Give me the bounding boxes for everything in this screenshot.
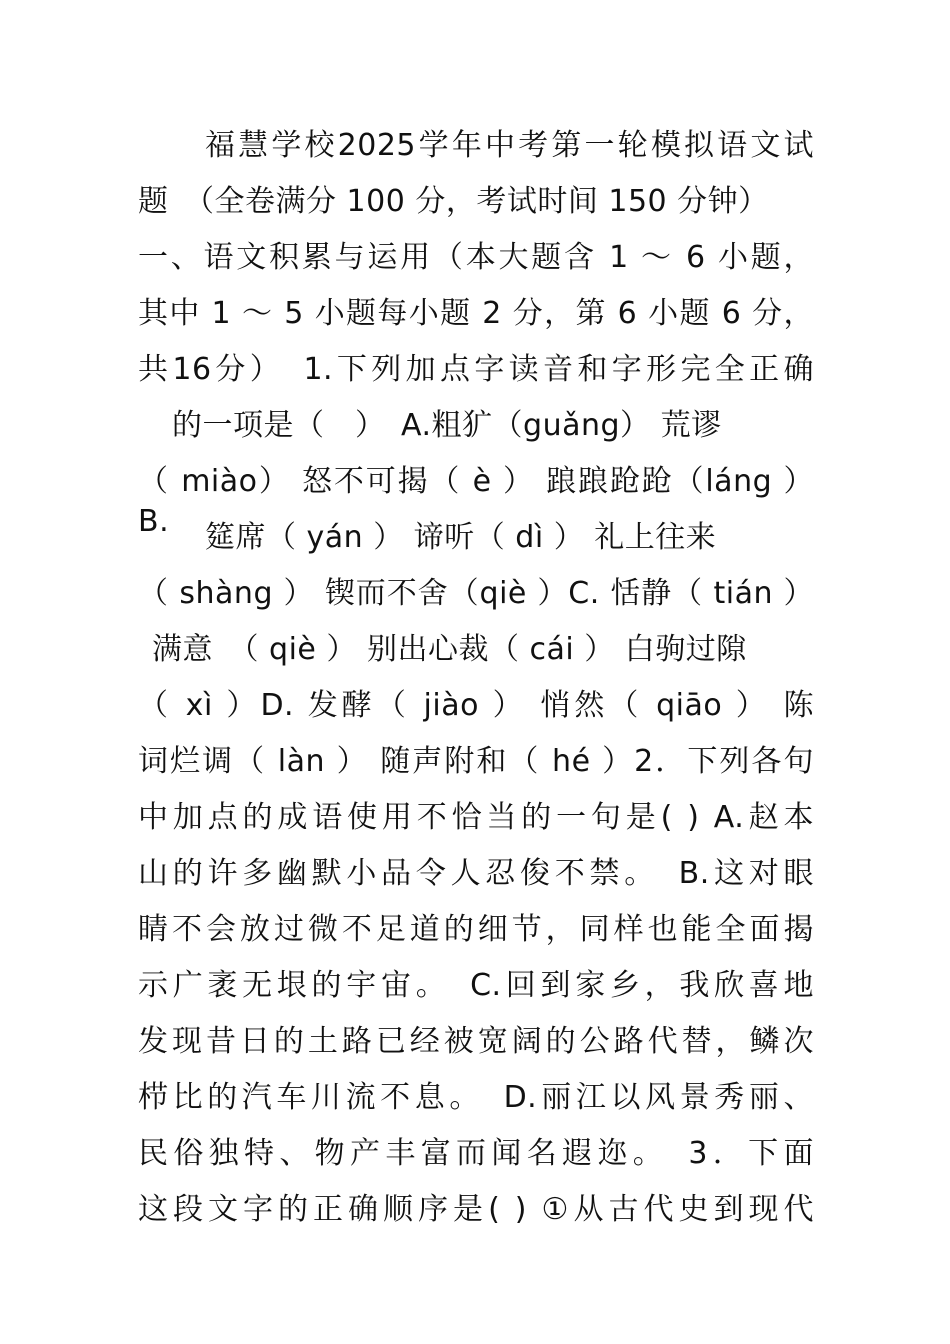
text-line: 中加点的成语使用不恰当的一句是( ) A.赵本 [138,800,814,835]
text-line: 的一项是（ ） A.粗犷（guǎng） 荒谬 [172,408,722,443]
text-line: 这段文字的正确顺序是( ) ①从古代史到现代 [138,1192,814,1227]
text-line: 发现昔日的土路已经被宽阔的公路代替，鳞次 [138,1024,814,1059]
text-line: 山的许多幽默小品令人忍俊不禁。 B.这对眼 [138,856,814,891]
text-line: 满意 （ qiè ） 别出心裁（ cái ） 白驹过隙 [152,632,747,667]
text-line: 其中 1 ～ 5 小题每小题 2 分，第 6 小题 6 分， [138,296,814,331]
text-line: （ miào） 怒不可揭（ è ） 踉踉跄跄（láng ）B. [138,464,814,539]
text-line: （ xì ）D. 发酵（ jiào ） 悄然（ qiāo ） 陈 [138,688,814,723]
text-line: 共16分） 1.下列加点字读音和字形完全正确 [138,352,814,387]
text-line-exam-info: 题 （全卷满分 100 分，考试时间 150 分钟） [138,184,769,219]
text-line: 睛不会放过微不足道的细节，同样也能全面揭 [138,912,814,947]
text-line: 民俗独特、物产丰富而闻名遐迩。 3．下面 [138,1136,814,1171]
text-line-title: 福慧学校2025学年中考第一轮模拟语文试 [205,128,814,163]
text-line-section-heading: 一、语文积累与运用（本大题含 1 ～ 6 小题， [138,240,814,275]
text-line: 词烂调（ làn ） 随声附和（ hé ）2．下列各句 [138,744,814,779]
text-line: 栉比的汽车川流不息。 D.丽江以风景秀丽、 [138,1080,814,1115]
text-line: （ shàng ） 锲而不舍（qiè ）C. 恬静（ tián ） [138,576,814,611]
text-line: 筵席（ yán ） 谛听（ dì ） 礼上往来 [205,520,717,555]
text-line: 示广袤无垠的宇宙。 C.回到家乡，我欣喜地 [138,968,814,1003]
